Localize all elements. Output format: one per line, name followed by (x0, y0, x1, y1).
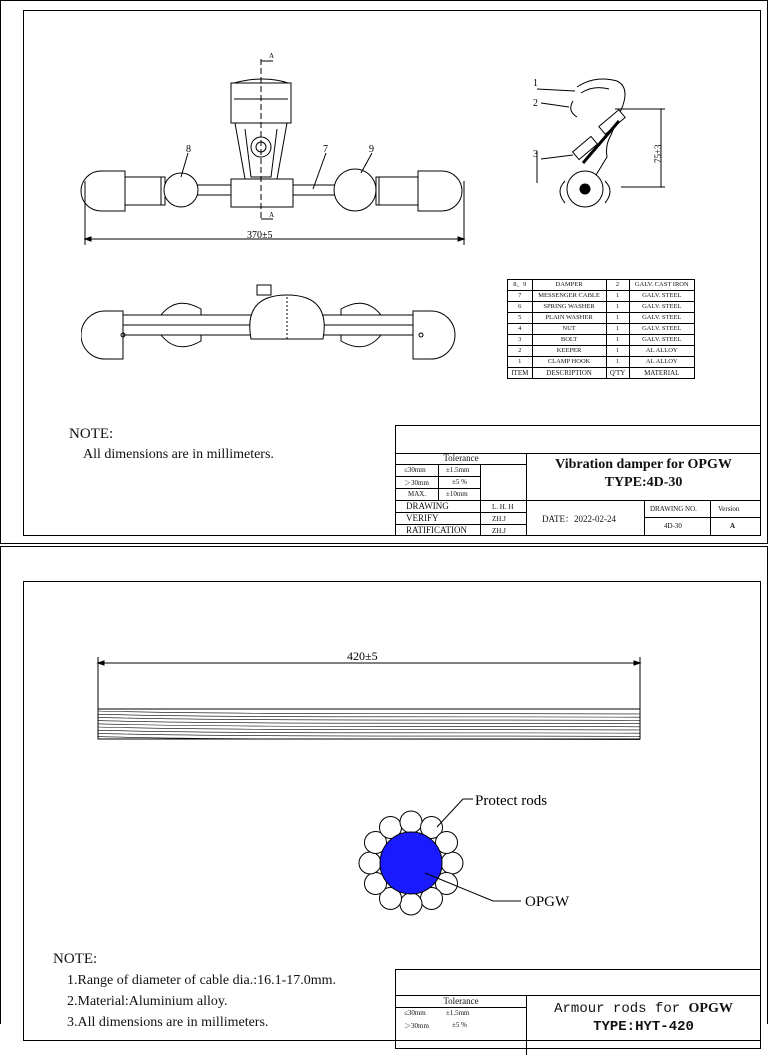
bom-qty: 1 (606, 346, 629, 357)
drawing-title-2 (527, 1000, 760, 1036)
protect-rod (359, 852, 381, 874)
bom-item: 2 (508, 346, 533, 357)
bom-qty: 1 (606, 357, 629, 368)
bom-item: 6 (508, 302, 533, 313)
bom-desc: NUT (532, 324, 606, 335)
ratification-value: ZH.J (492, 527, 506, 535)
label-protect-rods: Protect rods (475, 793, 548, 809)
title-block (395, 425, 761, 536)
bom-mat: GALV. STEEL (629, 302, 694, 313)
callout-8: 8 (186, 144, 191, 155)
bom-mat: GALV. STEEL (629, 291, 694, 302)
bom-mat: GALV. CAST IRON (629, 280, 694, 291)
rod-strand-line (98, 733, 640, 736)
version-label: Version (718, 505, 740, 513)
rod-strand-line (98, 727, 640, 730)
bom-desc: PLAIN WASHER (532, 313, 606, 324)
protect-rod (400, 893, 422, 915)
tol-row-1-value-2: ±1.5mm (446, 1009, 470, 1017)
bom-item: 5 (508, 313, 533, 324)
drawing-title-2-line-1 (527, 1000, 760, 1018)
protect-rod (400, 811, 422, 833)
drawing-title (527, 456, 760, 492)
bom-desc: DESCRIPTION (532, 368, 606, 379)
note-title-2: NOTE: (53, 951, 98, 967)
damper-front-view (1, 1, 501, 261)
bom-mat: GALV. STEEL (629, 335, 694, 346)
bom-desc: SPRING WASHER (532, 302, 606, 313)
bom-row (508, 324, 695, 335)
opgw-core (380, 832, 442, 894)
bom-desc: CLAMP HOOK (532, 357, 606, 368)
bom-item: ITEM (508, 368, 533, 379)
callout-1: 1 (533, 78, 538, 89)
overall-length-dim: 370±5 (247, 230, 273, 241)
section-marker-top: A (269, 52, 275, 60)
rod-length-dim: 420±5 (347, 649, 378, 663)
note-line-2: 2.Material:Aluminium alloy. (67, 994, 228, 1009)
bom-item: 1 (508, 357, 533, 368)
protect-rod (441, 852, 463, 874)
rod-strand-line (98, 721, 640, 724)
bom-row (508, 346, 695, 357)
bom-header-row (508, 368, 695, 379)
bom-item: 3 (508, 335, 533, 346)
verify-label: VERIFY (406, 513, 439, 523)
bom-row (508, 313, 695, 324)
drawing-label: DRAWING (406, 501, 449, 511)
tol-row-3-value: ±10mm (446, 490, 468, 498)
drawing-title-line-1: Vibration damper for OPGW (555, 457, 732, 472)
version: A (730, 522, 736, 530)
drawing-title-line-2: TYPE:4D-30 (604, 475, 683, 490)
tol-row-1-range: ≤30mm (404, 466, 426, 474)
height-dim: 75±3 (653, 144, 663, 163)
armour-rod-side-view (91, 647, 651, 757)
label-opgw: OPGW (525, 894, 570, 910)
bom-qty: Q'TY (606, 368, 629, 379)
bom-qty: 1 (606, 335, 629, 346)
drawing-date: DATE：2022-02-24 (542, 514, 616, 524)
bom-row (508, 357, 695, 368)
bom-desc: KEEPER (532, 346, 606, 357)
title-block-2 (395, 969, 761, 1049)
bom-row (508, 335, 695, 346)
note-line-3: 3.All dimensions are in millimeters. (67, 1015, 269, 1030)
bom-qty: 1 (606, 313, 629, 324)
rod-strand-line (98, 730, 640, 733)
bom-item: 4 (508, 324, 533, 335)
bom-mat: AL ALLOY (629, 357, 694, 368)
tol-row-2-range: ＞30mm (404, 479, 429, 487)
note-title: NOTE: (69, 426, 114, 442)
bom-row (508, 302, 695, 313)
bom-mat: GALV. STEEL (629, 313, 694, 324)
tolerance-panel (396, 453, 527, 535)
rod-strand-line (98, 711, 640, 714)
bom-mat: GALV. STEEL (629, 324, 694, 335)
bom-desc: BOLT (532, 335, 606, 346)
tol-row-1-value: ±1.5mm (446, 466, 470, 474)
drawing-no: 4D-30 (664, 522, 682, 530)
bom-qty: 1 (606, 324, 629, 335)
drawing-no-label: DRAWING NO. (650, 505, 697, 513)
bom-item: 7 (508, 291, 533, 302)
tolerance-label-2: Tolerance (396, 996, 526, 1008)
bom-desc: MESSENGER CABLE (532, 291, 606, 302)
callout-7: 7 (323, 144, 328, 155)
drawing-title-2-line-2: TYPE:HYT-420 (593, 1019, 694, 1035)
bill-of-materials (507, 279, 695, 379)
bom-desc: DAMPER (532, 280, 606, 291)
tol-row-3-range: MAX. (408, 490, 427, 498)
bom-mat: MATERIAL (629, 368, 694, 379)
rod-strand-line (98, 717, 640, 720)
section-marker-bottom: A (269, 211, 275, 219)
damper-plan-view (81, 279, 471, 369)
title-prefix: Armour rods for (554, 1001, 689, 1017)
callout-3: 3 (533, 149, 538, 160)
bom-qty: 2 (606, 280, 629, 291)
bom-item: 8、9 (508, 280, 533, 291)
rod-strand-line (98, 714, 640, 717)
title-bold: OPGW (688, 1001, 733, 1016)
note-line-1: 1.Range of diameter of cable dia.:16.1-17.0mm. (67, 973, 337, 988)
bom-row (508, 280, 695, 291)
callout-9: 9 (369, 144, 374, 155)
callout-2: 2 (533, 98, 538, 109)
damper-side-view (521, 71, 681, 221)
tol-row-2-value: ±5 % (452, 478, 467, 486)
bom-qty: 1 (606, 302, 629, 313)
tol-row-1-range-2: ≤30mm (404, 1009, 426, 1017)
drawing-value: L. H. H (492, 503, 514, 511)
rod-strand-line (98, 724, 640, 727)
note-line-1: All dimensions are in millimeters. (83, 447, 274, 462)
bom-mat: AL ALLOY (629, 346, 694, 357)
tol-row-2-range-2: ＞30mm (404, 1022, 429, 1030)
verify-value: ZH.J (492, 515, 506, 523)
ratification-label: RATIFICATION (406, 525, 468, 535)
tolerance-label: Tolerance (396, 453, 526, 465)
bom-row (508, 291, 695, 302)
cross-section-view (341, 775, 601, 935)
bom-qty: 1 (606, 291, 629, 302)
drawing-sheet-2 (0, 546, 768, 1035)
tol-row-2-value-2: ±5 % (452, 1021, 467, 1029)
